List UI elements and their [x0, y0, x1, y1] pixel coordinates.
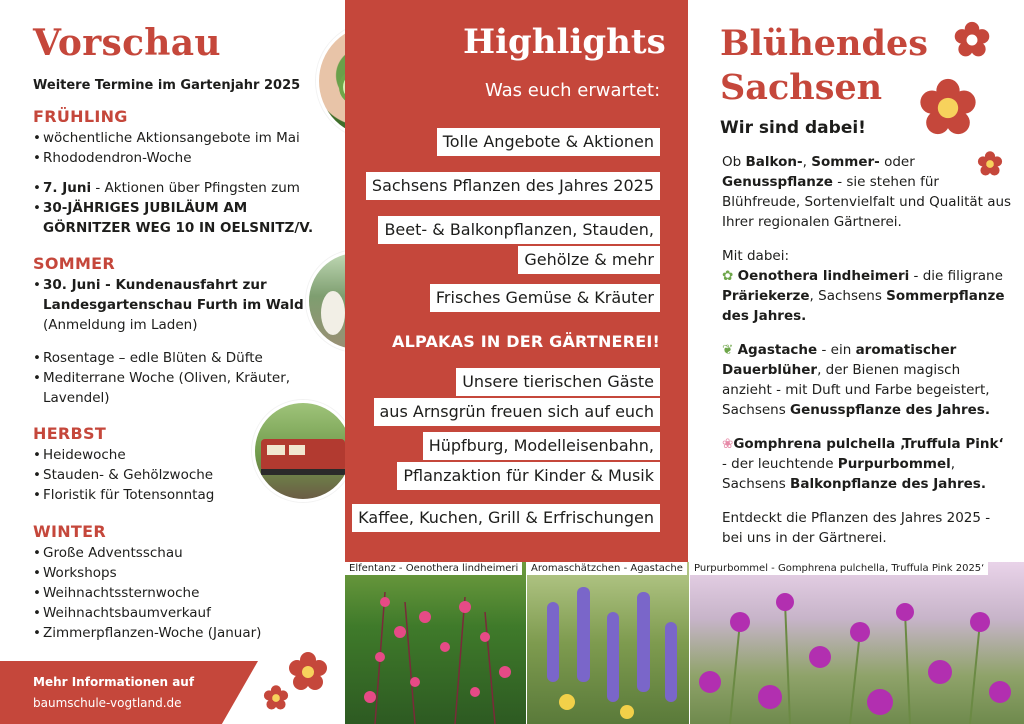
plant-bold: Sommerpflanze des Jahres. [722, 288, 1005, 324]
jubilee-date: 7. Juni [43, 180, 92, 196]
bluehendes-sachsen-title [720, 22, 928, 110]
preview-title: Vorschau [33, 22, 221, 64]
list-item: • Weihnachtssternwoche [33, 583, 333, 603]
intro-paragraph [722, 152, 1012, 232]
trip-line2: Landesgartenschau Furth im Wald [43, 297, 304, 313]
list-item: • Rhododendron-Woche [33, 148, 333, 168]
highlight-food: Kaffee, Kuchen, Grill & Erfrischungen [352, 504, 660, 532]
list-item: • Mediterrane Woche (Oliven, Kräuter, [33, 368, 333, 388]
plant-text: - ein [817, 342, 856, 358]
highlights-tagline: Was euch erwartet: [485, 80, 661, 101]
alpacas-callout: ALPAKAS IN DER GÄRTNEREI! [392, 332, 660, 351]
flower-icon-large [916, 76, 980, 140]
highlights-column [345, 0, 688, 562]
outro-paragraph: Entdeckt die Pflanzen des Jahres 2025 - bei uns in der Gärtnerei. [722, 510, 991, 546]
flower-icon-small [262, 684, 290, 712]
plant-name: Gomphrena pulchella ‚Truffula Pink‘ [733, 436, 1004, 452]
footer-banner [0, 661, 258, 724]
summer-heading: SOMMER [33, 254, 116, 273]
list-item: • Zimmerpflanzen-Woche (Januar) [33, 623, 333, 643]
list-item: • Heidewoche [33, 445, 333, 465]
intro-bold: Genusspflanze [722, 174, 833, 190]
summer-list [33, 275, 333, 295]
list-item: • Rosentage – edle Blüten & Düfte [33, 348, 333, 368]
highlight-line: Unsere tierischen Gäste [456, 368, 660, 396]
participation-heading: Wir sind dabei! [720, 118, 866, 138]
intro-bold: Sommer- [811, 154, 880, 170]
highlight-line: Hüpfburg, Modelleisenbahn, [423, 432, 660, 460]
jubilee-line3: GÖRNITZER WEG 10 IN OELSNITZ/V. [43, 220, 314, 236]
spring-heading: FRÜHLING [33, 107, 128, 126]
highlight-line: Beet- & Balkonpflanzen, Stauden, [378, 216, 660, 244]
jubilee-text: - Aktionen über Pfingsten zum [91, 180, 300, 196]
title-line2: Sachsen [720, 67, 883, 108]
plant-bold: Balkonpflanze des Jahres. [790, 476, 986, 492]
list-item [33, 275, 333, 295]
trip-line1: 30. Juni - Kundenausfahrt zur [43, 277, 267, 293]
highlight-line: Gehölze & mehr [518, 246, 660, 274]
footer-url-link[interactable]: baumschule-vogtland.de [33, 696, 182, 710]
list-item: • wöchentliche Aktionsangebote im Mai [33, 128, 333, 148]
caption-agastache: Aromaschätzchen - Agastache [527, 562, 687, 575]
plant-name: Oenothera lindheimeri [737, 268, 910, 284]
highlight-animal-guests [374, 368, 661, 428]
intro-text: Ob [722, 154, 746, 170]
list-item: • Weihnachtsbaumverkauf [33, 603, 333, 623]
highlight-plants-of-year: Sachsens Pflanzen des Jahres 2025 [366, 172, 660, 200]
agastache-flowers [527, 562, 689, 724]
winter-heading: WINTER [33, 522, 106, 541]
plant-oenothera [722, 246, 1012, 326]
highlight-offers: Tolle Angebote & Aktionen [437, 128, 660, 156]
plant-agastache [722, 340, 1012, 420]
plant-text: - die filigrane [909, 268, 1003, 284]
flower-icon [286, 650, 330, 694]
herb-icon: ✿ [722, 268, 734, 284]
blossom-icon: ❀ [722, 436, 734, 452]
list-item [33, 178, 333, 198]
train-photo [252, 400, 354, 502]
intro-bold: Balkon- [745, 154, 803, 170]
caption-oenothera: Elfentanz - Oenothera lindheimeri [345, 562, 522, 575]
footer-label: Mehr Informationen auf [33, 675, 195, 689]
gomphrena-flowers [690, 562, 1024, 724]
oenothera-flowers [345, 562, 526, 724]
intro-text: , [802, 154, 812, 170]
spring-list-jubilee [33, 178, 333, 218]
intro-text: - sie stehen für Blühfreude, Sortenvielfalt und Qualität aus Ihrer regionalen Gärtnerei. [722, 174, 1012, 230]
spring-list [33, 128, 333, 168]
highlight-bedding-plants [378, 216, 660, 276]
intro-text: oder [879, 154, 915, 170]
trip-note: (Anmeldung im Laden) [43, 317, 198, 333]
plant-text: , der Bienen magisch anzieht - mit Duft und Farbe begeistert, Sachsens [722, 362, 990, 418]
summer-list-2 [33, 348, 333, 388]
photo-gomphrena [690, 562, 1024, 724]
winter-list [33, 543, 333, 643]
highlight-line: aus Arnsgrün freuen sich auf euch [374, 398, 661, 426]
highlight-kids-program [397, 432, 660, 492]
list-item: • Große Adventsschau [33, 543, 333, 563]
list-item-cont [33, 198, 333, 218]
highlight-vegetables: Frisches Gemüse & Kräuter [430, 284, 660, 312]
plant-bold: aromatischer Dauerblüher [722, 342, 957, 378]
mit-dabei-label: Mit dabei: [722, 248, 789, 264]
plant-gomphrena [722, 434, 1012, 494]
flower-icon [952, 20, 992, 60]
plant-text: , Sachsens [722, 456, 956, 492]
photo-oenothera [345, 562, 526, 724]
plant-bold: Purpurbommel [837, 456, 951, 472]
plant-bold: Genusspflanze des Jahres. [790, 402, 990, 418]
plant-text: - der leuchtende [722, 456, 838, 472]
plant-bold: Präriekerze [722, 288, 810, 304]
caption-gomphrena: Purpurbommel - Gomphrena pulchella, Truffula Pink 2025‘ [690, 562, 988, 575]
left-column [0, 0, 345, 724]
plant-text: , Sachsens [809, 288, 887, 304]
list-item: • Floristik für Totensonntag [33, 485, 333, 505]
plant-name: Agastache [737, 342, 818, 358]
list-item: • Stauden- & Gehölzwoche [33, 465, 333, 485]
highlights-title: Highlights [463, 22, 666, 62]
jubilee-line2: 30-JÄHRIGES JUBILÄUM AM [43, 200, 248, 216]
autumn-heading: HERBST [33, 424, 107, 443]
mediterranean-line2: Lavendel) [43, 390, 110, 406]
photo-agastache [527, 562, 689, 724]
title-line1: Blühendes [720, 23, 928, 64]
right-column [688, 0, 1024, 562]
list-item: • Workshops [33, 563, 333, 583]
highlight-line: Pflanzaktion für Kinder & Musik [397, 462, 660, 490]
seedling-icon: ❦ [722, 342, 734, 358]
preview-subtitle: Weitere Termine im Gartenjahr 2025 [33, 78, 301, 93]
